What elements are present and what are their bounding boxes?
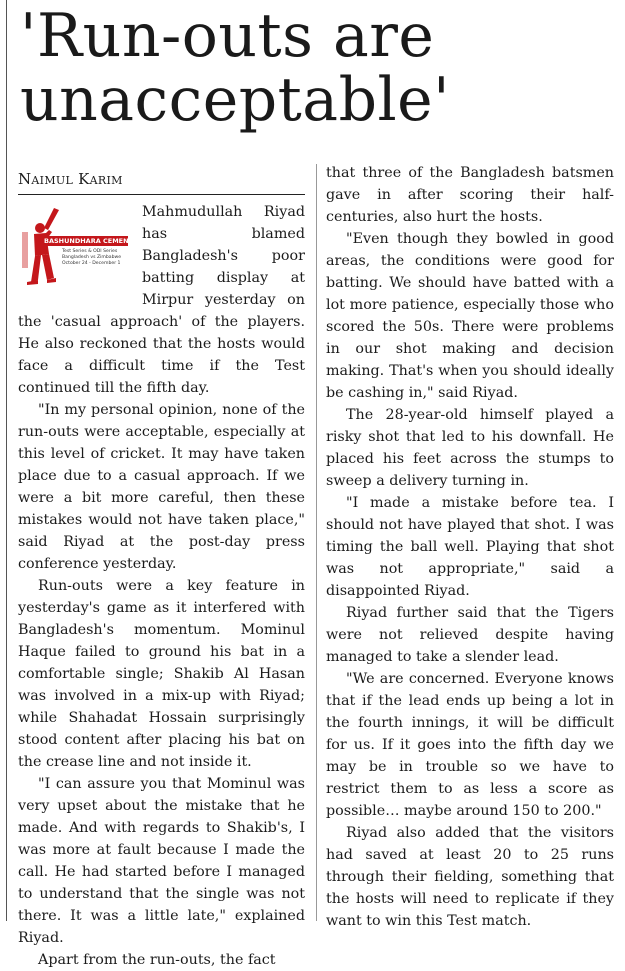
- sponsor-line-2: Bangladesh vs Zimbabwe: [62, 255, 122, 260]
- paragraph: "I made a mistake before tea. I should not have played that shot. I was timing the ball well. Playing that shot was not appropriate," said a disappointed Riyad.: [326, 495, 614, 599]
- sponsor-line-1: Test Series & ODI Series: [62, 249, 118, 254]
- paragraph: The 28-year-old himself played a risky shot that led to his downfall. He placed his feet across the stumps to sweep a delivery turning in.: [326, 407, 614, 489]
- paragraph: Run-outs were a key feature in yesterday's game as it interfered with Bangladesh's momentum. Mominul Haque failed to ground his bat in a comfortable single; Shakib Al Hasan was involved in a mix-up with Riyad; while Shahadat Hossain surprisingly stood content after placing his bat on the crease line and not inside it.: [18, 578, 305, 770]
- sponsor-line-3: October 24 - December 1: [62, 261, 121, 266]
- paragraph: Mahmudullah Riyad has blamed Bangladesh's poor batting display at Mirpur yesterday on the 'casual approach' of the players. He also reckoned that the hosts would face a difficult time if the Test continued till the fifth day.: [18, 204, 305, 396]
- page-edge-rule: [6, 0, 7, 921]
- paragraph: "Even though they bowled in good areas, the conditions were good for batting. We should have batted with a lot more patience, especially those who scored the 50s. There were problems in our shot making and decision making. That's when you should ideally be cashing in," said Riyad.: [326, 231, 614, 401]
- byline: Naimul Karim: [18, 170, 305, 195]
- article-column-1: [18, 170, 305, 971]
- paragraph: that three of the Bangladesh batsmen gave in after scoring their half-centuries, also hurt the hosts.: [326, 165, 614, 225]
- paragraph: Apart from the run-outs, the fact: [38, 952, 276, 968]
- column-divider: [316, 164, 317, 921]
- paragraph: Riyad further said that the Tigers were not relieved despite having managed to take a slender lead.: [326, 605, 614, 665]
- headline: 'Run-outs are unacceptable': [20, 1, 451, 135]
- cricketer-silhouette-icon: [18, 204, 132, 292]
- article-column-2: [326, 162, 614, 932]
- paragraph: "I can assure you that Mominul was very upset about the mistake that he made. And with regards to Shakib's, I was more at fault because I made the call. He had started before I managed to understand that the single was not there. It was a little late," explained Riyad.: [18, 776, 305, 946]
- paragraph: "We are concerned. Everyone knows that if the lead ends up being a lot in the fourth innings, it will be difficult for us. If it goes into the fifth day we may be in trouble so we have to restrict them to as less a score as possible… maybe around 150 to 200.": [326, 671, 614, 819]
- paragraph: "In my personal opinion, none of the run-outs were acceptable, especially at this level of cricket. It may have taken place due to a casual approach. If we were a bit more careful, then these mistakes would not have taken place," said Riyad at the post-day press conference yesterday.: [18, 402, 305, 572]
- paragraph: Riyad also added that the visitors had saved at least 20 to 25 runs through their fielding, something that the hosts will need to replicate if they want to win this Test match.: [326, 825, 614, 929]
- sponsor-brand: BASHUNDHARA CEMENT: [44, 237, 133, 245]
- sponsor-logo: [18, 204, 132, 292]
